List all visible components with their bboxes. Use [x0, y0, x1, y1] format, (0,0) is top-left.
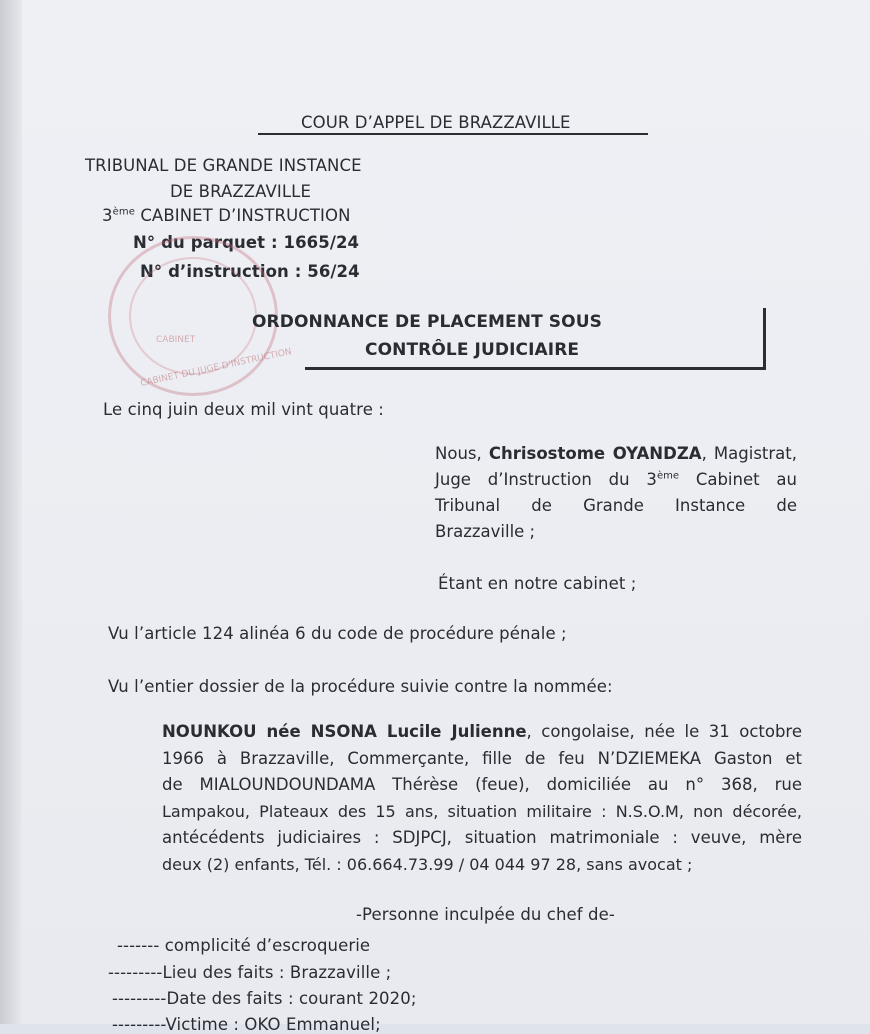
- judge-line-3: Tribunal de Grande Instance de: [435, 496, 797, 515]
- stamp-text-1: CABINET: [156, 335, 196, 345]
- person-paragraph: [162, 719, 802, 878]
- cabinet-number: 3: [102, 206, 113, 225]
- person-line-3: de MIALOUNDOUNDAMA Thérèse (feue), domiciliée au n° 368, rue: [162, 775, 802, 794]
- court-title: COUR D’APPEL DE BRAZZAVILLE: [301, 113, 571, 132]
- title-box-bottom-border: [305, 367, 766, 370]
- cabinet-line: [102, 206, 351, 225]
- judge-block: [435, 441, 797, 545]
- judge-name: Chrisostome OYANDZA: [488, 444, 702, 463]
- charge-item: ---------Lieu des faits : Brazzaville ;: [108, 963, 392, 982]
- ordinance-title-line-2: CONTRÔLE JUDICIAIRE: [365, 340, 580, 360]
- judge-line-4: Brazzaville ;: [435, 522, 536, 541]
- person-line-4: Lampakou, Plateaux des 15 ans, situation militaire : N.S.O.M, non décorée,: [162, 801, 802, 821]
- vu-dossier-line: Vu l’entier dossier de la procédure suivie contre la nommée:: [108, 677, 613, 696]
- vu-article-line: Vu l’article 124 alinéa 6 du code de procédure pénale ;: [108, 624, 567, 643]
- person-line-5: antécédents judiciaires : SDJPCJ, situation matrimoniale : veuve, mère: [162, 828, 802, 847]
- cabinet-text: CABINET D’INSTRUCTION: [134, 206, 351, 225]
- instruction-number: N° d’instruction : 56/24: [140, 262, 360, 281]
- judge-line-2: Juge d’Instruction du 3ème Cabinet au: [435, 470, 798, 489]
- charge-item: ------- complicité d’escroquerie: [117, 936, 371, 955]
- ordinance-title-line-1: ORDONNANCE DE PLACEMENT SOUS: [252, 312, 602, 332]
- judge-line-1: Nous, Chrisostome OYANDZA, Magistrat,: [435, 444, 798, 463]
- charge-item: ---------Date des faits : courant 2020;: [112, 989, 417, 1008]
- inculpee-line: -Personne inculpée du chef de-: [356, 905, 615, 924]
- tribunal-line-2: DE BRAZZAVILLE: [170, 182, 311, 201]
- tribunal-line-1: TRIBUNAL DE GRANDE INSTANCE: [85, 156, 362, 175]
- court-underline: [258, 133, 648, 135]
- stamp-text-2: CABINET DU JUGE D'INSTRUCTION: [139, 347, 293, 389]
- page-shadow-edge: [0, 0, 22, 1024]
- cabinet-superscript: ème: [112, 206, 135, 218]
- etant-line: Étant en notre cabinet ;: [438, 574, 637, 593]
- person-line-1: NOUNKOU née NSONA Lucile Julienne, congolaise, née le 31 octobre: [162, 722, 803, 741]
- title-box-right-border: [763, 308, 766, 370]
- charge-item: ---------Victime : OKO Emmanuel;: [112, 1015, 381, 1034]
- person-line-2: 1966 à Brazzaville, Commerçante, fille de feu N’DZIEMEKA Gaston et: [162, 748, 802, 768]
- person-name: NOUNKOU née NSONA Lucile Julienne: [162, 722, 527, 741]
- parquet-number: N° du parquet : 1665/24: [133, 233, 360, 252]
- date-line: Le cinq juin deux mil vint quatre :: [103, 400, 384, 419]
- person-line-6: deux (2) enfants, Tél. : 06.664.73.99 / 04 044 97 28, sans avocat ;: [162, 854, 693, 874]
